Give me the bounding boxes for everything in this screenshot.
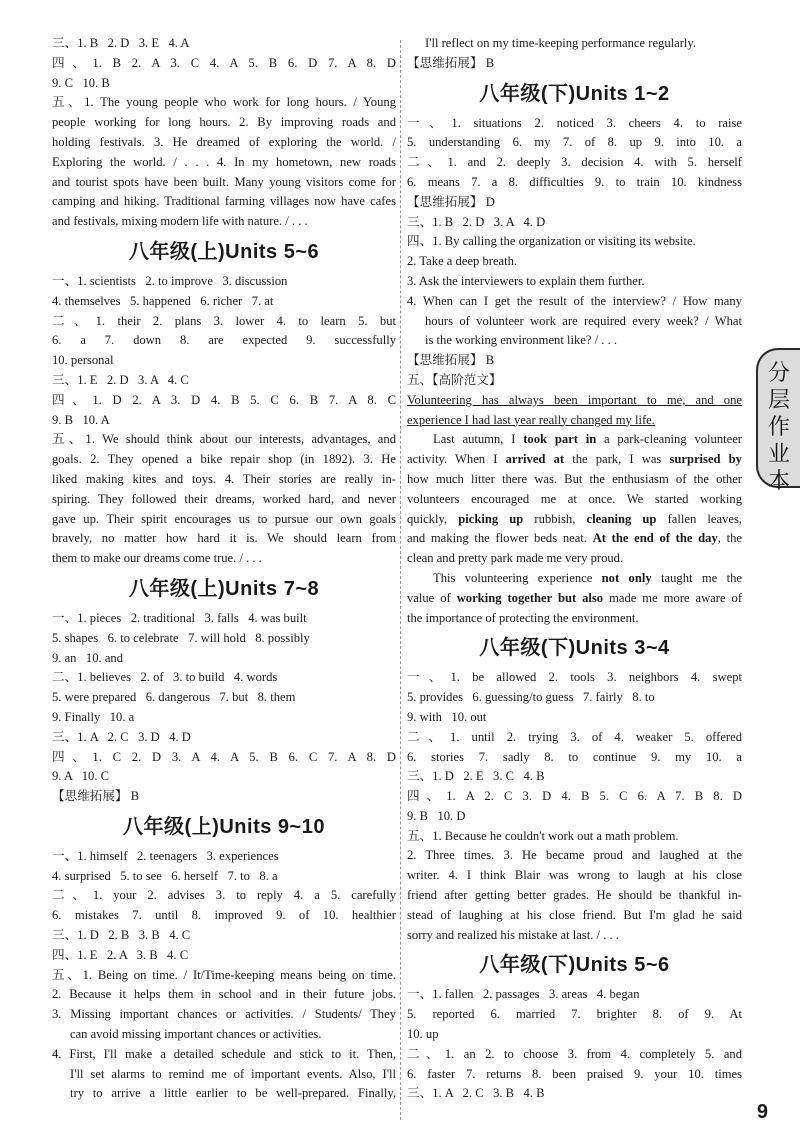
answer-line: 五、1. Being on time. / It/Time-keeping means being on time.: [52, 967, 396, 982]
essay-key-phrase: surprised by: [669, 452, 742, 467]
answer-line: 四、1. C 2. D 3. A 4. A 5. B 6. C 7. A 8. D: [52, 749, 396, 764]
answer-line: I'll set alarms to remind me of important events. Also, I'll: [70, 1066, 396, 1081]
essay-line: [407, 569, 742, 589]
answer-line: 2. Three times. 3. He became proud and laughed at the: [407, 848, 742, 863]
answer-line: people working for long hours. 2. By improving roads and: [52, 115, 396, 130]
answer-line: friend after getting better grades. He should be thankful in-: [407, 888, 742, 903]
answer-line: stead of laughing at his close friend. But I'm glad he said: [407, 907, 742, 922]
answer-line: 5. were prepared 6. dangerous 7. but 8. them: [52, 690, 296, 705]
answer-line: 9. Finally 10. a: [52, 709, 135, 724]
essay-text: Last autumn, I: [433, 432, 524, 447]
answer-line: 三、1. E 2. D 3. A 4. C: [52, 372, 189, 387]
answer-line: 五、1. The young people who work for long hours. / Young: [52, 95, 396, 110]
answer-line: 4. surprised 5. to see 6. herself 7. to 8. a: [52, 868, 278, 883]
answer-line: 三、1. A 2. C 3. D 4. D: [52, 729, 191, 744]
essay-key-phrase: took part in: [523, 432, 597, 447]
side-tab-char: 本: [767, 469, 790, 494]
answer-line: 二、1. believes 2. of 3. to build 4. words: [52, 670, 278, 685]
essay-text: This volunteering experience: [433, 570, 602, 585]
answer-line: 3. Missing important chances or activities. / Students/ They: [52, 1007, 396, 1022]
answer-line: 6. faster 7. returns 8. been praised 9. your 10. times: [407, 1066, 742, 1081]
answer-line: 5. shapes 6. to celebrate 7. will hold 8. possibly: [52, 630, 310, 645]
answer-line: Exploring the world. / . . . 4. In my hometown, new roads: [52, 154, 396, 169]
answer-line: 3. Ask the interviewers to explain them further.: [407, 273, 645, 288]
answer-line: 二、1. an 2. to choose 3. from 4. completely 5. and: [407, 1046, 742, 1061]
answer-line: hours of volunteer work are required every week? / What: [425, 313, 742, 328]
answer-line: 2. Because it helps them in school and in their future jobs.: [52, 987, 396, 1002]
answer-line: 10. personal: [52, 353, 114, 368]
answer-line: 三、1. B 2. D 3. E 4. A: [52, 36, 190, 50]
essay-text: fallen leaves,: [656, 511, 742, 526]
answer-line: 一、1. pieces 2. traditional 3. falls 4. was built: [52, 610, 307, 625]
answer-line: spiring. They followed their dreams, worked hard, and never: [52, 491, 396, 506]
answer-line: 9. with 10. out: [407, 709, 487, 724]
answer-line: 【思维拓展】 B: [407, 353, 495, 368]
essay-text: taught me the: [651, 570, 742, 585]
answer-line: 一、1. fallen 2. passages 3. areas 4. began: [407, 987, 640, 1002]
essay-line: [407, 411, 742, 431]
answer-line: and festivals, mixing modern life with nature. / . . .: [52, 214, 308, 229]
answer-line: and tourist spots have been built. Many young visitors come for: [52, 174, 396, 189]
essay-text: value of: [407, 590, 457, 605]
answer-line: 四、1. D 2. A 3. D 4. B 5. C 6. B 7. A 8. C: [52, 392, 396, 407]
answer-line: 二、1. your 2. advises 3. to reply 4. a 5. carefully: [52, 888, 396, 903]
answer-line: them to make our dreams come true. / . . .: [52, 551, 262, 566]
essay-text: the park, I was: [564, 452, 670, 467]
essay-key-phrase: At the end of the day: [592, 531, 718, 546]
essay-key-phrase: working together but also: [456, 590, 604, 605]
section-heading: 八年级(下)Units 5~6: [479, 954, 670, 977]
answer-line: 6. mistakes 7. until 8. improved 9. of 10. healthier: [52, 908, 396, 923]
answer-line: 一、1. scientists 2. to improve 3. discussion: [52, 273, 288, 288]
answer-line: I'll reflect on my time-keeping performance regularly.: [425, 36, 697, 50]
answer-line: 三、1. A 2. C 3. B 4. B: [407, 1086, 545, 1101]
page-number: 9: [756, 1101, 768, 1123]
answer-line: 四、1. By calling the organization or visiting its website.: [407, 234, 696, 249]
answer-line: holding festivals. 3. He dreamed of exploring the world. /: [52, 134, 396, 149]
answer-line: 6. means 7. a 8. difficulties 9. to train 10. kindness: [407, 174, 742, 189]
answer-line: 四、1. B 2. A 3. C 4. A 5. B 6. D 7. A 8. D: [52, 55, 396, 70]
answer-line: 4. When can I get the result of the interview? / How many: [407, 293, 742, 308]
essay-key-phrase: arrived at: [505, 452, 565, 467]
answer-line: 二、1. until 2. trying 3. of 4. weaker 5. offered: [407, 729, 742, 744]
answer-line: 【思维拓展】 B: [407, 55, 495, 70]
answer-line: 10. up: [407, 1027, 439, 1042]
answer-line: 5. provides 6. guessing/to guess 7. fairly 8. to: [407, 690, 655, 705]
essay-key-phrase: cleaning up: [586, 511, 657, 526]
essay-key-phrase: not only: [601, 570, 652, 585]
answer-line: 9. C 10. B: [52, 75, 110, 90]
side-tab-char: 业: [767, 442, 790, 467]
answer-line: 6. a 7. down 8. are expected 9. successfully: [52, 333, 396, 348]
answer-line: camping and hiking. Traditional farming villages now have cafes: [52, 194, 396, 209]
right-column: [407, 34, 742, 1104]
answer-line: 2. Take a deep breath.: [407, 254, 518, 269]
answer-line: 一、1. himself 2. teenagers 3. experiences: [52, 848, 279, 863]
essay-line: [407, 450, 742, 470]
section-heading: 八年级(上)Units 5~6: [128, 240, 320, 263]
answer-line: 【思维拓展】 D: [407, 194, 495, 209]
answer-line: 四、1. A 2. C 3. D 4. B 5. C 6. A 7. B 8. D: [407, 789, 742, 804]
answer-line: liked making kites and toys. 4. Their stories are really in-: [52, 471, 396, 486]
answer-line: 二、1. and 2. deeply 3. decision 4. with 5. herself: [407, 155, 742, 170]
answer-line: bravely, no matter how hard it is. We should learn from: [52, 531, 396, 546]
answer-line: 5. reported 6. married 7. brighter 8. of 9. At: [407, 1007, 742, 1022]
answer-line: 三、1. B 2. D 3. A 4. D: [407, 214, 546, 229]
essay-line: [407, 529, 742, 549]
answer-line: is the working environment like? / . . .: [425, 333, 618, 348]
section-heading: 八年级(上)Units 7~8: [128, 577, 320, 600]
section-heading: 八年级(下)Units 1~2: [479, 82, 670, 105]
essay-line: [407, 510, 742, 530]
side-tab: [756, 348, 800, 494]
answer-line: 9. an 10. and: [52, 650, 123, 665]
answer-line: 4. themselves 5. happened 6. richer 7. at: [52, 293, 274, 308]
essay-line: [407, 589, 742, 609]
essay-text: made me more aware of: [603, 590, 743, 605]
essay-text: quickly,: [407, 511, 459, 526]
essay-underlined-text: Volunteering has always been important to me, and one: [407, 392, 742, 407]
answer-line: 二、1. their 2. plans 3. lower 4. to learn 5. but: [52, 313, 396, 328]
answer-line: 9. A 10. C: [52, 769, 110, 784]
answer-line: 三、1. D 2. E 3. C 4. B: [407, 769, 545, 784]
answer-line: 9. B 10. A: [52, 412, 110, 427]
answer-line: gave up. Their spirit encourages us to pursue our own goals: [52, 511, 396, 526]
essay-text: and making the flower beds neat.: [407, 531, 593, 546]
answer-line: 三、1. D 2. B 3. B 4. C: [52, 928, 191, 943]
section-heading: 八年级(上)Units 9~10: [123, 815, 325, 838]
answer-line: 五、1. We should think about our interests, advantages, and: [52, 432, 396, 447]
answer-line: 5. understanding 6. my 7. of 8. up 9. into 10. a: [407, 135, 742, 150]
essay-text: rubbish,: [523, 511, 587, 526]
side-tab-label: [765, 360, 793, 495]
side-tab-char: 作: [767, 415, 790, 440]
essay-line: [407, 430, 742, 450]
essay-line: the importance of protecting the environment.: [407, 610, 639, 625]
section-heading: 八年级(下)Units 3~4: [479, 637, 670, 660]
essay-text: , the: [717, 531, 743, 546]
essay-line: how much litter there was. But the enthusiasm of the other: [407, 471, 742, 486]
answer-line: 一、1. be allowed 2. tools 3. neighbors 4. swept: [407, 670, 742, 685]
answer-line: 一、1. situations 2. noticed 3. cheers 4. to raise: [407, 115, 742, 130]
left-column: [52, 34, 396, 1104]
answer-line: 6. stories 7. sadly 8. to continue 9. my 10. a: [407, 749, 742, 764]
answer-line: try to arrive a little earlier to be well-prepared. Finally,: [70, 1086, 396, 1101]
answer-line: sorry and realized his mistake at last. / . . .: [407, 927, 619, 942]
answer-line: can avoid missing important chances or activities.: [70, 1027, 322, 1042]
side-tab-char: 层: [767, 388, 790, 413]
answer-line: 五、【高阶范文】: [407, 372, 502, 387]
answer-line: 【思维拓展】 B: [52, 789, 140, 804]
answer-line: 9. B 10. D: [407, 808, 466, 823]
answer-line: 五、1. Because he couldn't work out a math problem.: [407, 828, 679, 843]
column-divider: [400, 40, 401, 1120]
answer-line: 4. First, I'll make a detailed schedule and stick to it. Then,: [52, 1046, 396, 1061]
essay-underlined-text: experience I had last year really changed my life.: [407, 412, 655, 427]
essay-key-phrase: picking up: [458, 511, 524, 526]
answer-line: writer. 4. I think Blair was wrong to laugh at his close: [407, 868, 742, 883]
essay-line: volunteers encouraged me at once. We started working: [407, 491, 742, 506]
essay-line: [407, 391, 742, 411]
essay-text: a park-cleaning volunteer: [596, 432, 743, 447]
answer-line: 四、1. E 2. A 3. B 4. C: [52, 947, 189, 962]
essay-line: clean and pretty park made me very proud.: [407, 551, 624, 566]
essay-text: activity. When I: [407, 452, 506, 467]
answer-line: goals. 2. They opened a bike repair shop (in 1892). 3. He: [52, 452, 396, 467]
side-tab-char: 分: [767, 361, 790, 386]
